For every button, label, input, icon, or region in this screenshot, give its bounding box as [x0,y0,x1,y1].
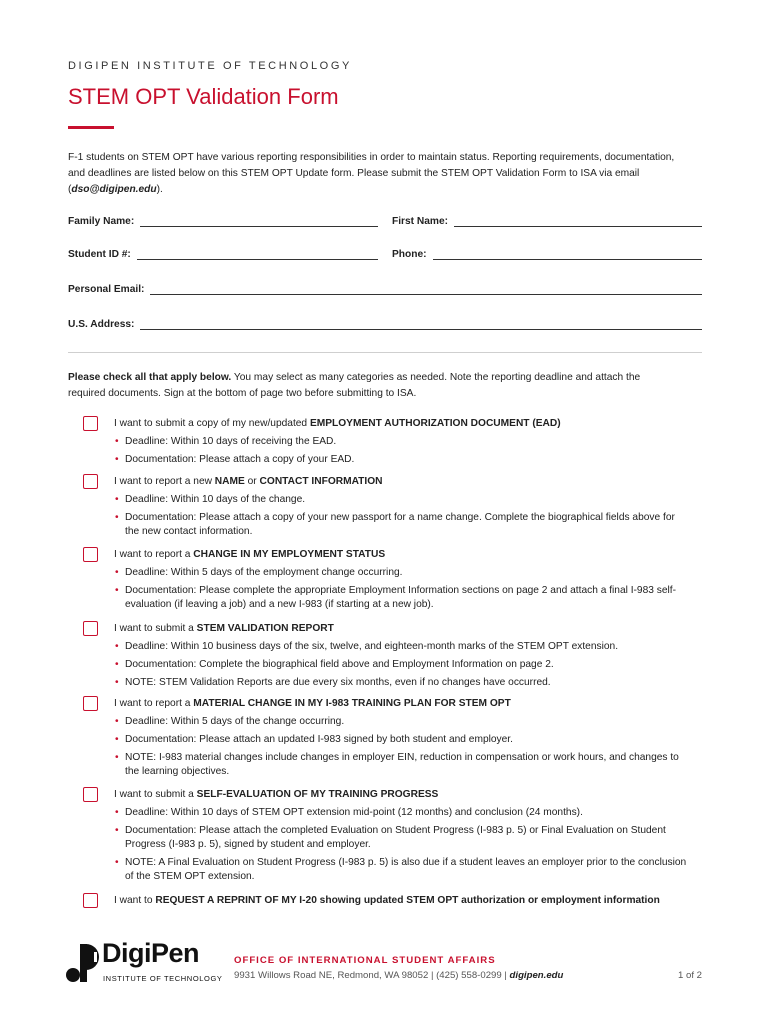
option-validation-report-bullets [113,640,688,694]
checkbox-ead[interactable] [83,416,98,431]
section-divider [68,352,702,353]
digipen-logo-icon [66,942,102,984]
option-name-contact-bullets [113,493,688,543]
instructions-paragraph [68,370,668,402]
family-name-label: Family Name: [68,216,135,227]
personal-email-field[interactable] [68,279,702,295]
first-name-field[interactable] [392,211,702,227]
student-id-label: Student ID #: [68,249,131,260]
website-link[interactable]: digipen.edu [509,970,564,981]
checkbox-name-contact[interactable] [83,474,98,489]
intro-after: ). [156,184,163,195]
logo-wordmark: DigiPen [102,938,200,968]
list-item: • Deadline: Within 5 days of the change occurring. [113,715,688,729]
email-link[interactable]: dso@digipen.edu [71,184,157,195]
option-ead-bullets [113,435,688,471]
list-item: • Documentation: Please complete the appropriate Employment Information sections on page 2 and attach a final I-983 self-evaluation (if leaving a job) and a new I-983 (if starting at a new job). [113,584,688,612]
us-address-input[interactable] [140,317,702,330]
phone-label: Phone: [392,249,427,260]
list-item: • Documentation: Please attach the completed Evaluation on Student Progress (I-983 p. 5) or Final Evaluation on Student Progress (I-983 p. 5), signed by student and employer. [113,824,688,852]
phone-field[interactable] [392,244,702,260]
list-item: • NOTE: I-983 material changes include changes in employer EIN, reduction in compensation or work hours, and changes to the learning objectives. [113,751,688,779]
phone-input[interactable] [433,247,702,260]
us-address-field[interactable] [68,314,702,330]
option-name-contact-label: I want to report a new NAME or CONTACT INFORMATION [114,476,383,487]
option-material-change-label: I want to report a MATERIAL CHANGE IN MY I-983 TRAINING PLAN FOR STEM OPT [114,698,511,709]
instructions-bold: Please check all that apply below. [68,372,232,383]
list-item: • NOTE: STEM Validation Reports are due every six months, even if no changes have occurred. [113,676,688,690]
option-employment-status-bullets [113,566,688,616]
list-item: • NOTE: A Final Evaluation on Student Progress (I-983 p. 5) is also due if a student leaves an employer prior to the conclusion of the STEM OPT extension. [113,856,688,884]
family-name-field[interactable] [68,211,378,227]
list-item: • Deadline: Within 5 days of the employment change occurring. [113,566,688,580]
intro-text: F-1 students on STEM OPT have various reporting responsibilities in order to maintain status. Reporting requirements, documentation, and deadlines are listed below on this STEM OPT Update form. Please submit the STEM OPT Validation Form to ISA via email ( [68,152,675,195]
option-self-evaluation-bullets [113,806,688,888]
title-underline [68,126,114,129]
list-item: • Documentation: Please attach a copy of your EAD. [113,453,688,467]
institution-name: DIGIPEN INSTITUTE OF TECHNOLOGY [68,60,352,72]
checkbox-validation-report[interactable] [83,621,98,636]
instructions-text: You may select as many categories as needed. Note the reporting deadline and attach the required documents. Sign at the bottom of page two before submitting to ISA. [68,372,641,399]
first-name-input[interactable] [454,214,702,227]
checkbox-self-evaluation[interactable] [83,787,98,802]
personal-email-input[interactable] [150,282,702,295]
list-item: • Deadline: Within 10 business days of the six, twelve, and eighteen-month marks of the STEM OPT extension. [113,640,688,654]
option-material-change-bullets [113,715,688,783]
list-item: • Documentation: Complete the biographical field above and Employment Information on page 2. [113,658,688,672]
list-item: • Deadline: Within 10 days of receiving the EAD. [113,435,688,449]
checkbox-i20-reprint[interactable] [83,893,98,908]
logo-subtitle: INSTITUTE OF TECHNOLOGY [103,974,223,983]
student-id-input[interactable] [137,247,378,260]
student-id-field[interactable] [68,244,378,260]
option-validation-report-label: I want to submit a STEM VALIDATION REPORT [114,623,334,634]
checkbox-employment-status[interactable] [83,547,98,562]
intro-paragraph [68,150,678,198]
page-number: 1 of 2 [678,970,703,981]
us-address-label: U.S. Address: [68,319,135,330]
option-i20-reprint-label: I want to REQUEST A REPRINT OF MY I-20 showing updated STEM OPT authorization or employment information [114,895,660,906]
list-item: • Deadline: Within 10 days of the change. [113,493,688,507]
digipen-logo [66,938,223,984]
footer-address: 9931 Willows Road NE, Redmond, WA 98052 | (425) 558-0299 | digipen.edu [234,970,564,981]
page-title: STEM OPT Validation Form [68,84,339,109]
option-self-evaluation-label: I want to submit a SELF-EVALUATION OF MY TRAINING PROGRESS [114,789,439,800]
list-item: • Deadline: Within 10 days of STEM OPT extension mid-point (12 months) and conclusion (24 months). [113,806,688,820]
family-name-input[interactable] [140,214,378,227]
option-employment-status-label: I want to report a CHANGE IN MY EMPLOYMENT STATUS [114,549,386,560]
option-ead-label: I want to submit a copy of my new/updated EMPLOYMENT AUTHORIZATION DOCUMENT (EAD) [114,418,561,429]
footer-office-name: OFFICE OF INTERNATIONAL STUDENT AFFAIRS [234,955,496,966]
list-item: • Documentation: Please attach a copy of your new passport for a name change. Complete the biographical fields above for the new contact information. [113,511,688,539]
checkbox-material-change[interactable] [83,696,98,711]
list-item: • Documentation: Please attach an updated I-983 signed by both student and employer. [113,733,688,747]
personal-email-label: Personal Email: [68,284,145,295]
first-name-label: First Name: [392,216,449,227]
